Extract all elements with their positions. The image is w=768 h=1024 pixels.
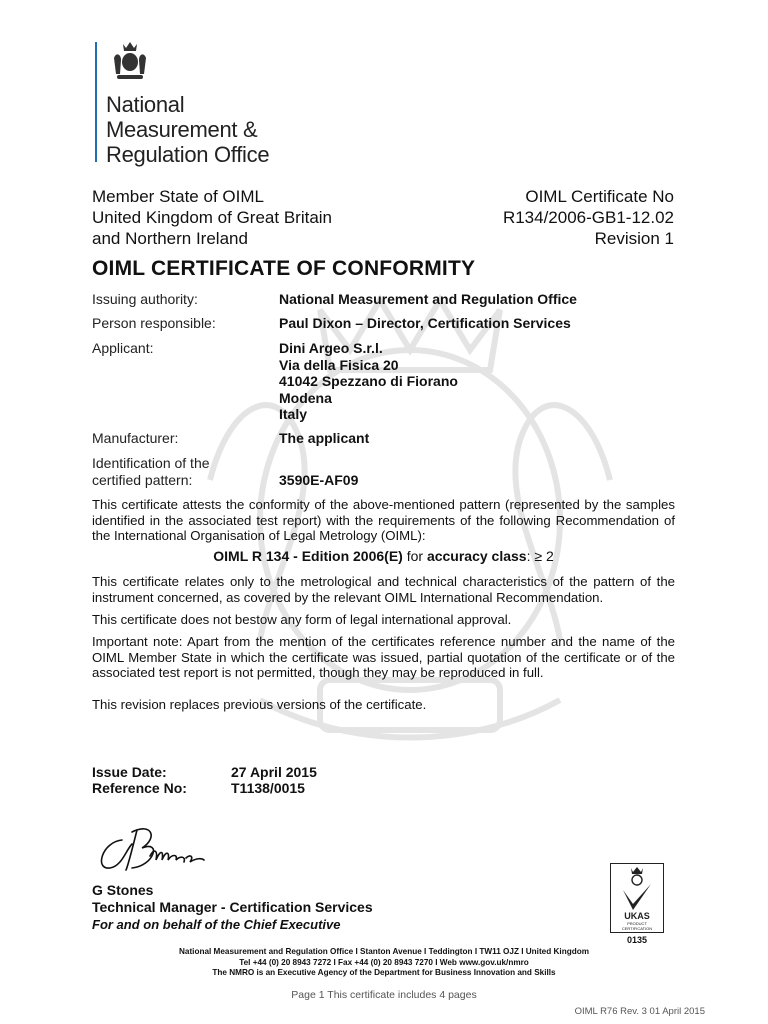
- footer-line-2: Tel +44 (0) 20 8943 7272 I Fax +44 (0) 20 8943 7270 I Web www.gov.uk/nmro: [239, 957, 529, 967]
- footer-line-3: The NMRO is an Executive Agency of the Department for Business Innovation and Skills: [212, 968, 556, 977]
- important-note-paragraph: Important note: Apart from the mention of the certificates reference number and the name of the OIML Member State in which the certificate was issued, partial quotation of the certificate or of the associated test report is not permitted, though they may be reproduced in full.: [92, 634, 675, 680]
- member-state-line-2: United Kingdom of Great Britain: [92, 208, 333, 227]
- revision-label: Revision 1: [594, 229, 674, 248]
- royal-crest-icon: [108, 40, 152, 84]
- signer-block: [92, 882, 373, 933]
- ukas-number: 0135: [626, 935, 648, 945]
- bestow-paragraph: This certificate does not bestow any form of legal international approval.: [92, 612, 512, 627]
- signature-image: [92, 820, 222, 880]
- signer-role: Technical Manager - Certification Services: [92, 899, 373, 915]
- footer-address: [0, 947, 768, 979]
- ukas-sub-2: CERTIFICATION: [621, 926, 653, 931]
- reference-no-label: Reference No:: [92, 780, 187, 796]
- recommendation-name: OIML R 134 - Edition 2006(E): [213, 548, 403, 564]
- applicant-label: Applicant:: [92, 340, 154, 356]
- applicant-address: [279, 340, 458, 423]
- logo-accent-bar: [95, 42, 97, 162]
- identification-label-line-1: Identification of the: [92, 455, 210, 471]
- certificate-no-label: OIML Certificate No: [525, 187, 674, 206]
- identification-label: [92, 455, 210, 488]
- manufacturer-label: Manufacturer:: [92, 430, 179, 446]
- certificate-no-value: R134/2006-GB1-12.02: [502, 208, 674, 227]
- applicant-line: Dini Argeo S.r.l.: [279, 340, 383, 356]
- attests-paragraph: This certificate attests the conformity of the above-mentioned pattern (represented by the samples identified in the associated test report) with the requirements of the following Recommendation of the International Organisation of Legal Metrology (OIML):: [92, 497, 675, 543]
- manufacturer-value: The applicant: [279, 430, 370, 446]
- reference-no-value: T1138/0015: [231, 780, 305, 796]
- ukas-sub-1: PRODUCT: [627, 921, 647, 926]
- logo-line-3: Regulation Office: [106, 142, 270, 167]
- relates-paragraph: This certificate relates only to the metrological and technical characteristics of the pattern of the instrument concerned, as covered by the relevant OIML International Recommendation.: [92, 574, 675, 605]
- signer-behalf: For and on behalf of the Chief Executive: [92, 917, 341, 932]
- logo-line-2: Measurement &: [106, 117, 258, 142]
- member-state-line-1: Member State of OIML: [92, 187, 264, 206]
- applicant-line: Italy: [279, 406, 308, 422]
- applicant-line: 41042 Spezzano di Fiorano: [279, 373, 458, 389]
- person-responsible-value: Paul Dixon – Director, Certification Services: [279, 315, 571, 331]
- applicant-line: Via della Fisica 20: [279, 356, 399, 373]
- issue-date-value: 27 April 2015: [231, 764, 317, 780]
- accuracy-class-value: : ≥ 2: [526, 548, 554, 564]
- issuing-authority-label: Issuing authority:: [92, 291, 198, 307]
- form-reference: OIML R76 Rev. 3 01 April 2015: [574, 1006, 705, 1017]
- identification-value: 3590E-AF09: [279, 472, 359, 488]
- person-responsible-label: Person responsible:: [92, 315, 216, 331]
- issuing-authority-value: National Measurement and Regulation Office: [279, 291, 577, 307]
- ukas-brand: UKAS: [624, 911, 650, 921]
- organization-logo-text: [106, 92, 269, 167]
- issue-date-label: Issue Date:: [92, 764, 167, 780]
- applicant-line: Modena: [279, 389, 332, 406]
- ukas-accreditation-badge: [610, 863, 664, 933]
- page-info: Page 1 This certificate includes 4 pages: [291, 989, 477, 1001]
- recommendation-for: for: [402, 548, 427, 564]
- accuracy-class-label: accuracy class: [426, 548, 527, 564]
- certificate-number-block: [503, 186, 674, 249]
- document-title: OIML CERTIFICATE OF CONFORMITY: [92, 257, 476, 280]
- recommendation-line: [92, 548, 675, 564]
- member-state-block: [92, 186, 332, 249]
- footer-line-1: National Measurement and Regulation Office I Stanton Avenue I Teddington I TW11 OJZ I United Kingdom: [178, 947, 589, 956]
- member-state-line-3: and Northern Ireland: [92, 229, 248, 248]
- identification-label-line-2: certified pattern:: [92, 471, 193, 488]
- signer-name: G Stones: [92, 882, 154, 898]
- logo-line-1: National: [106, 92, 185, 117]
- revision-paragraph: This revision replaces previous versions of the certificate.: [92, 697, 427, 712]
